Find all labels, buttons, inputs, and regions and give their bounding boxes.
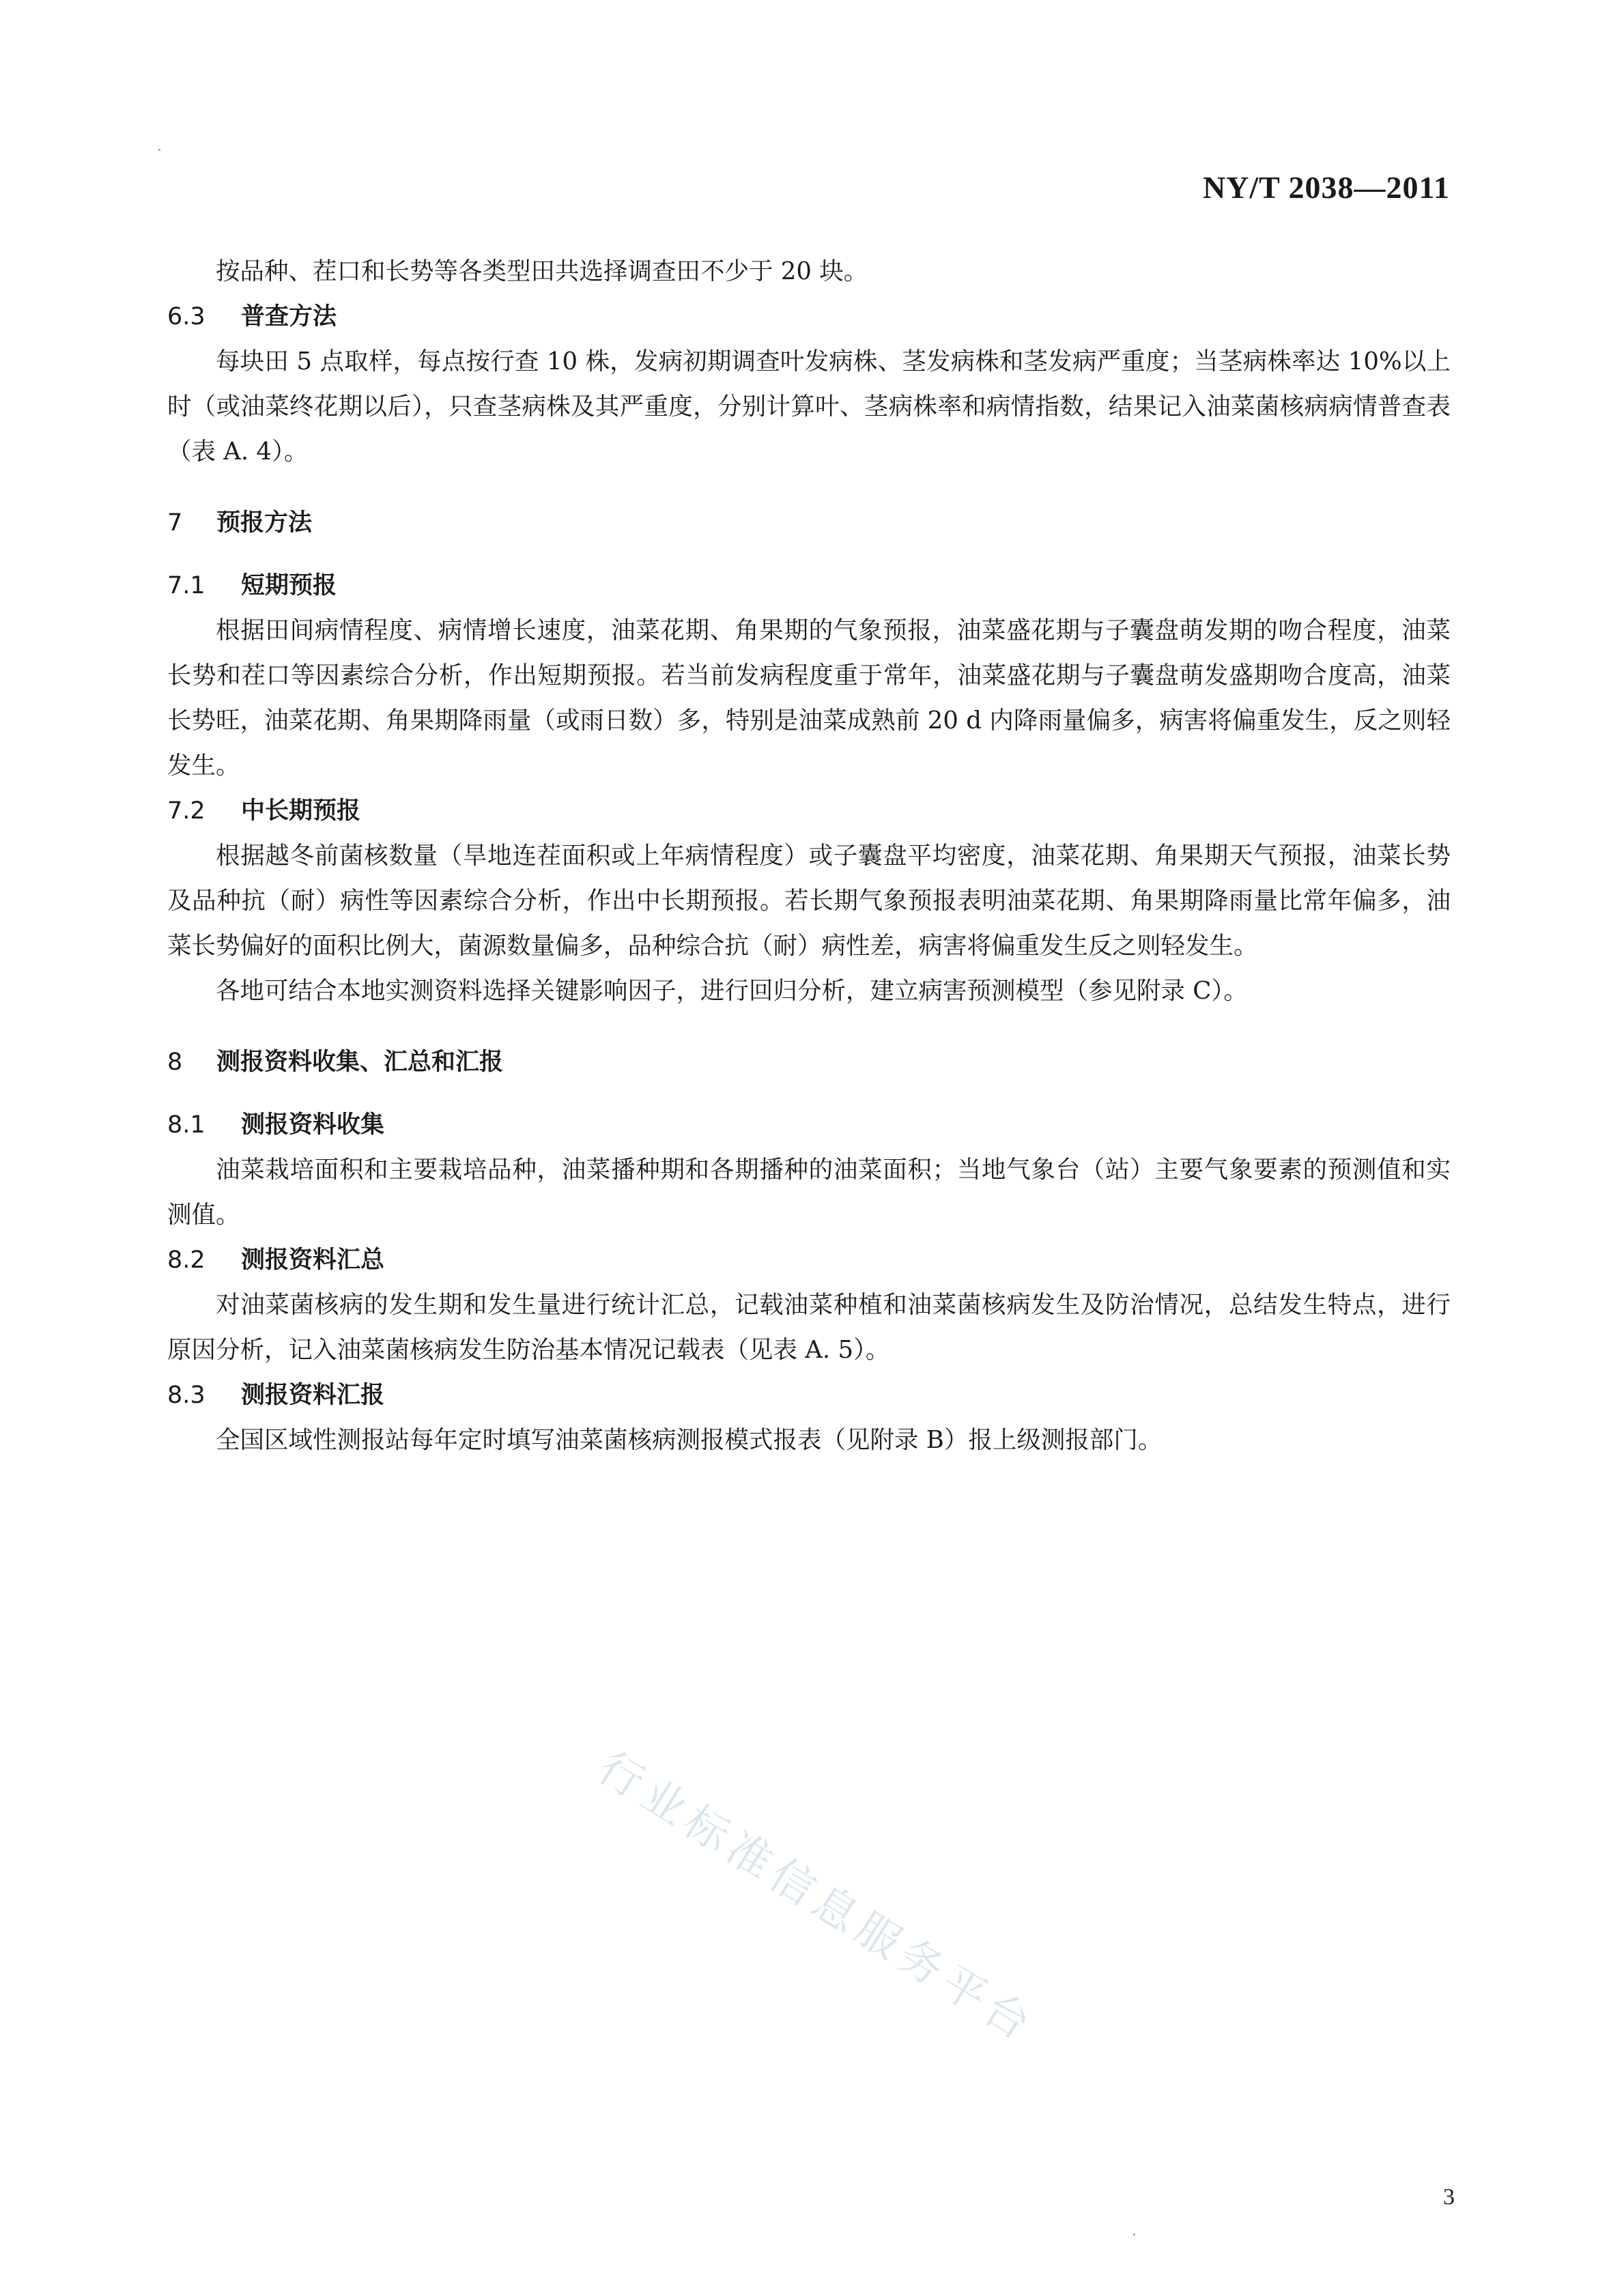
- heading-number: 6.3: [167, 303, 205, 330]
- heading-title: 测报资料汇总: [241, 1246, 385, 1274]
- subsection-heading: [167, 563, 1451, 608]
- paragraph: 各地可结合本地实测资料选择关键影响因子，进行回归分析，建立病害预测模型（参见附录 C）。: [216, 977, 1248, 1005]
- standard-code: NY/T 2038—2011: [1202, 170, 1450, 205]
- heading-number: 7.1: [167, 572, 205, 599]
- heading-number: 7: [167, 509, 183, 537]
- heading-title: 普查方法: [241, 303, 337, 330]
- heading-title: 预报方法: [216, 509, 313, 537]
- document-body: [167, 249, 1451, 1463]
- heading-number: 7.2: [167, 797, 205, 825]
- heading-number: 8.1: [167, 1111, 205, 1139]
- watermark: 行业标准信息服务平台: [588, 1742, 1044, 2053]
- heading-number: 8.2: [167, 1246, 205, 1274]
- section-heading: [167, 1040, 1451, 1085]
- paragraph: 全国区域性测报站每年定时填写油菜菌核病测报模式报表（见附录 B）报上级测报部门。: [216, 1426, 1163, 1454]
- heading-title: 测报资料收集: [241, 1111, 385, 1139]
- heading-number: 8: [167, 1049, 183, 1076]
- subsection-heading: [167, 1373, 1451, 1418]
- paragraph: 油菜栽培面积和主要栽培品种，油菜播种期和各期播种的油菜面积；当地气象台（站）主要气象要素的预测值和实测值。: [167, 1156, 1451, 1229]
- heading-title: 测报资料汇报: [241, 1382, 385, 1409]
- subsection-heading: [167, 1238, 1451, 1283]
- subsection-heading: [167, 788, 1451, 833]
- paragraph: 根据越冬前菌核数量（旱地连茬面积或上年病情程度）或子囊盘平均密度，油菜花期、角果期天气预报，油菜长势及品种抗（耐）病性等因素综合分析，作出中长期预报。若长期气象预报表明油菜花期、角果期降雨量比常年偏多，油菜长势偏好的面积比例大，菌源数量偏多，品种综合抗（耐）病性差，病害将偏重发生反之则轻发生。: [167, 842, 1451, 960]
- paragraph: 按品种、茬口和长势等各类型田共选择调查田不少于 20 块。: [216, 257, 868, 285]
- section-heading: [167, 500, 1451, 545]
- subsection-heading: [167, 294, 1451, 339]
- scan-speck: [1133, 2234, 1135, 2236]
- heading-title: 中长期预报: [241, 797, 361, 825]
- scan-speck: [158, 149, 160, 151]
- subsection-heading: [167, 1102, 1451, 1148]
- paragraph: 根据田间病情程度、病情增长速度，油菜花期、角果期的气象预报，油菜盛花期与子囊盘萌发期的吻合程度，油菜长势和茬口等因素综合分析，作出短期预报。若当前发病程度重于常年，油菜盛花期与子囊盘萌发盛期吻合度高，油菜长势旺，油菜花期、角果期降雨量（或雨日数）多，特别是油菜成熟前 20 d 内降雨量偏多，病害将偏重发生，反之则轻发生。: [167, 616, 1451, 780]
- heading-title: 短期预报: [241, 572, 337, 599]
- paragraph: 对油菜菌核病的发生期和发生量进行统计汇总，记载油菜种植和油菜菌核病发生及防治情况，总结发生特点，进行原因分析，记入油菜菌核病发生防治基本情况记载表（见表 A. 5）。: [167, 1291, 1451, 1364]
- paragraph: 每块田 5 点取样，每点按行查 10 株，发病初期调查叶发病株、茎发病株和茎发病严重度；当茎病株率达 10%以上时（或油菜终花期以后），只查茎病株及其严重度，分别计算叶、茎病株率和病情指数，结果记入油菜菌核病病情普查表（表 A. 4）。: [167, 347, 1451, 466]
- heading-title: 测报资料收集、汇总和汇报: [216, 1049, 504, 1076]
- page-number: 3: [1443, 2184, 1455, 2210]
- heading-number: 8.3: [167, 1382, 205, 1409]
